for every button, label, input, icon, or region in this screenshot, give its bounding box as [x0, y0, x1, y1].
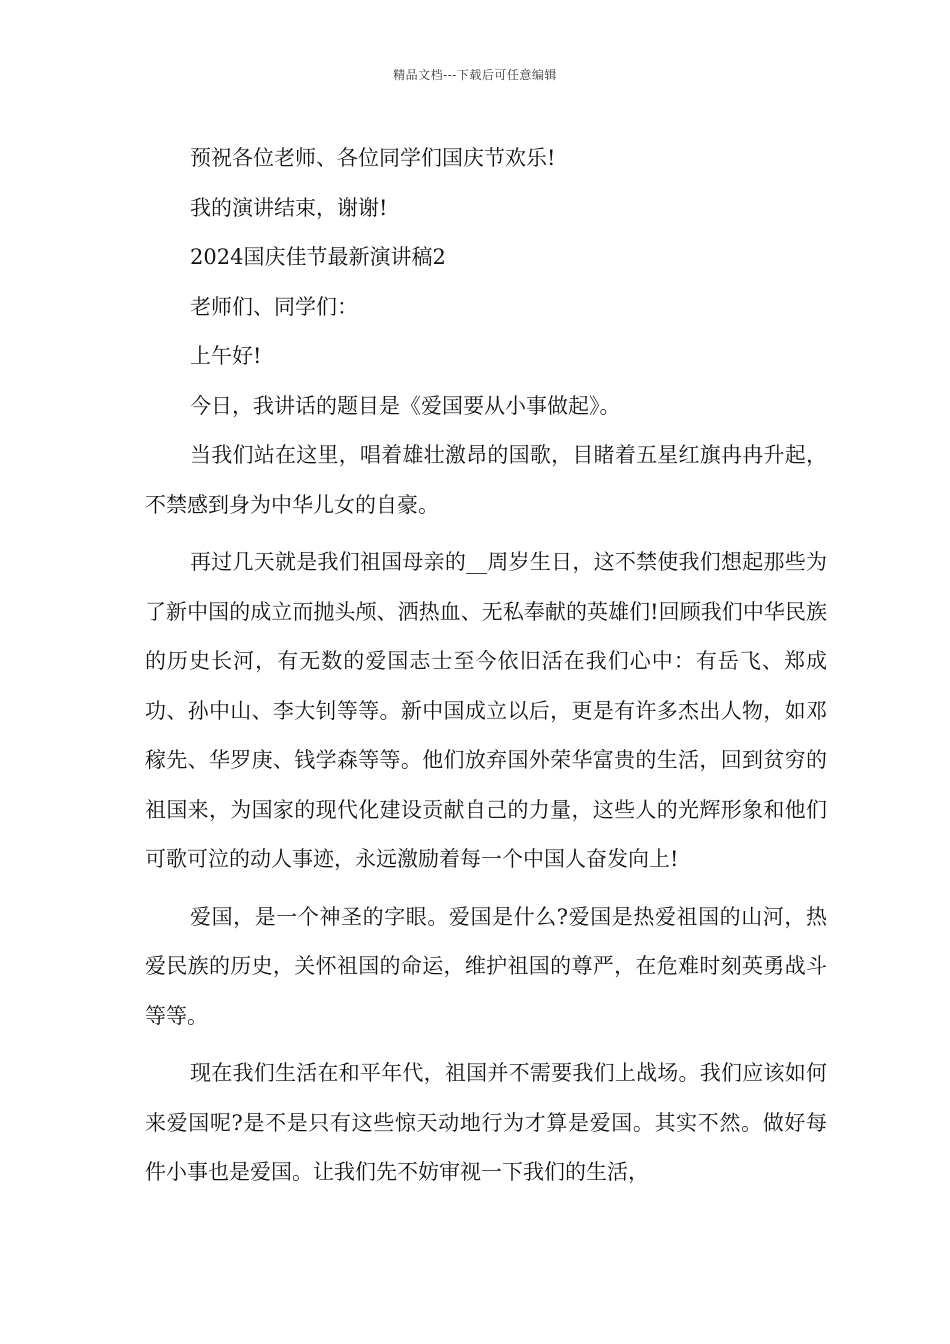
paragraph-topic: 今日，我讲话的题目是《爱国要从小事做起》。	[190, 393, 621, 418]
speech-title: 2024国庆佳节最新演讲稿2	[190, 245, 446, 269]
paragraph-greeting: 上午好!	[190, 344, 262, 368]
paragraph-anthem: 当我们站在这里，唱着雄壮激昂的国歌，目睹着五星红旗冉冉升起，不禁感到身为中华儿女的自豪。	[145, 443, 827, 517]
paragraph-peace-era: 现在我们生活在和平年代，祖国并不需要我们上战场。我们应该如何来爱国呢?是不是只有这些惊天动地行为才算是爱国。其实不然。做好每件小事也是爱国。让我们先不妨审视一下我们的生活，	[145, 1061, 827, 1184]
document-body	[145, 134, 827, 1198]
paragraph-salutation: 老师们、同学们：	[190, 294, 358, 319]
paragraph-speech-end: 我的演讲结束，谢谢!	[190, 195, 388, 220]
paragraph-heroes: 再过几天就是我们祖国母亲的__周岁生日，这不禁使我们想起那些为了新中国的成立而抛头颅、洒热血、无私奉献的英雄们!回顾我们中华民族的历史长河，有无数的爱国志士至今依旧活在我们心中：有岳飞、郑成功、孙中山、李大钊等等。新中国成立以后，更是有许多杰出人物，如邓稼先、华罗庚、钱学森等等。他们放弃国外荣华富贵的生活，回到贫穷的祖国来，为国家的现代化建设贡献自己的力量，这些人的光辉形象和他们可歌可泣的动人事迹，永远激励着每一个中国人奋发向上!	[145, 550, 827, 871]
page-header: 精品文档---下载后可任意编辑	[393, 68, 557, 82]
paragraph-patriotism: 爱国，是一个神圣的字眼。爱国是什么?爱国是热爱祖国的山河，热爱民族的历史，关怀祖国的命运，维护祖国的尊严，在危难时刻英勇战斗等等。	[145, 904, 827, 1028]
paragraph-closing-wish: 预祝各位老师、各位同学们国庆节欢乐!	[190, 146, 556, 170]
